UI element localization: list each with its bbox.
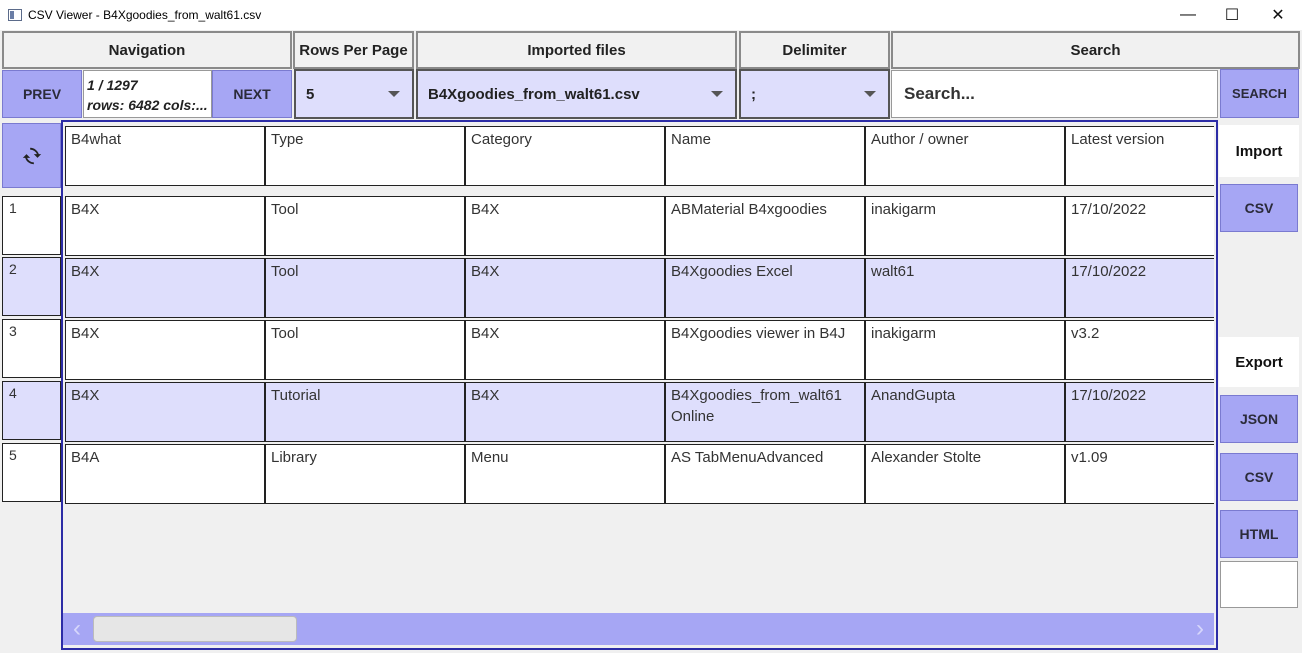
import-csv-button[interactable]: CSV <box>1220 184 1298 232</box>
table-cell[interactable]: B4Xgoodies viewer in B4J <box>665 320 865 380</box>
search-input[interactable] <box>891 70 1218 118</box>
table-cell[interactable]: Tool <box>265 258 465 318</box>
chevron-down-icon <box>388 91 400 97</box>
refresh-button[interactable] <box>2 123 61 188</box>
next-button[interactable]: NEXT <box>212 70 292 118</box>
column-header[interactable]: B4what <box>65 126 265 186</box>
table-cell[interactable]: B4X <box>65 320 265 380</box>
export-filename-input[interactable] <box>1220 561 1298 608</box>
minimize-button[interactable]: — <box>1180 6 1196 23</box>
table-cell[interactable]: ABMaterial B4xgoodies <box>665 196 865 256</box>
row-number: 4 <box>2 381 61 440</box>
row-number: 3 <box>2 319 61 378</box>
app-icon <box>8 9 22 21</box>
rows-cols-info: rows: 6482 cols:... <box>87 97 208 113</box>
rows-per-page-select[interactable] <box>294 69 414 119</box>
table-cell[interactable]: inakigarm <box>865 320 1065 380</box>
table-cell[interactable]: B4X <box>65 382 265 442</box>
navigation-header: Navigation <box>2 31 292 69</box>
table-cell[interactable]: B4Xgoodies_from_walt61 Online <box>665 382 865 442</box>
refresh-icon <box>21 145 43 167</box>
search-button[interactable]: SEARCH <box>1220 69 1299 118</box>
table-cell[interactable]: B4A <box>65 444 265 504</box>
table-cell[interactable]: walt61 <box>865 258 1065 318</box>
page-counter: 1 / 1297 <box>87 77 138 93</box>
table-cell[interactable]: Alexander Stolte <box>865 444 1065 504</box>
table-cell[interactable]: B4X <box>65 196 265 256</box>
table-cell[interactable]: Library <box>265 444 465 504</box>
scrollbar-thumb[interactable] <box>93 616 297 642</box>
table-cell[interactable]: inakigarm <box>865 196 1065 256</box>
rows-per-page-header: Rows Per Page <box>293 31 414 69</box>
table-cell[interactable]: B4X <box>465 382 665 442</box>
table-cell[interactable]: B4X <box>65 258 265 318</box>
table-cell[interactable]: B4Xgoodies Excel <box>665 258 865 318</box>
chevron-left-icon[interactable]: ‹ <box>73 615 81 642</box>
delimiter-header: Delimiter <box>739 31 890 69</box>
table-cell[interactable]: Tutorial <box>265 382 465 442</box>
table-cell[interactable]: 17/10/2022 <box>1065 196 1214 256</box>
table-cell[interactable]: Tool <box>265 196 465 256</box>
table-cell[interactable]: B4X <box>465 196 665 256</box>
maximize-button[interactable]: ☐ <box>1224 7 1240 24</box>
export-csv-button[interactable]: CSV <box>1220 453 1298 501</box>
table-cell[interactable]: B4X <box>465 258 665 318</box>
table-cell[interactable]: Tool <box>265 320 465 380</box>
table-cell[interactable]: AnandGupta <box>865 382 1065 442</box>
search-placeholder: Search... <box>904 84 975 103</box>
page-info <box>83 70 212 118</box>
column-header[interactable]: Latest version <box>1065 126 1214 186</box>
column-header[interactable]: Type <box>265 126 465 186</box>
import-label: Import <box>1219 125 1299 177</box>
table-cell[interactable]: 17/10/2022 <box>1065 258 1214 318</box>
table-cell[interactable]: v1.09 <box>1065 444 1214 504</box>
export-json-button[interactable]: JSON <box>1220 395 1298 443</box>
chevron-down-icon <box>864 91 876 97</box>
table-cell[interactable]: AS TabMenuAdvanced <box>665 444 865 504</box>
table-cell[interactable]: Menu <box>465 444 665 504</box>
column-header[interactable]: Author / owner <box>865 126 1065 186</box>
title-bar <box>0 0 1302 30</box>
imported-files-header: Imported files <box>416 31 737 69</box>
row-number: 5 <box>2 443 61 502</box>
row-number: 2 <box>2 257 61 316</box>
table-cell[interactable]: v3.2 <box>1065 320 1214 380</box>
rows-per-page-value: 5 <box>306 85 315 103</box>
chevron-right-icon[interactable]: › <box>1196 615 1204 642</box>
horizontal-scrollbar[interactable] <box>63 613 1214 645</box>
close-button[interactable]: ✕ <box>1271 7 1285 24</box>
delimiter-value: ; <box>751 85 756 103</box>
imported-files-select[interactable] <box>416 69 737 119</box>
export-label: Export <box>1219 337 1299 387</box>
table-cell[interactable]: B4X <box>465 320 665 380</box>
row-number: 1 <box>2 196 61 255</box>
delimiter-select[interactable] <box>739 69 890 119</box>
prev-button[interactable]: PREV <box>2 70 82 118</box>
chevron-down-icon <box>711 91 723 97</box>
search-header: Search <box>891 31 1300 69</box>
window-title: CSV Viewer - B4Xgoodies_from_walt61.csv <box>28 8 262 22</box>
table-cell[interactable]: 17/10/2022 <box>1065 382 1214 442</box>
column-header[interactable]: Name <box>665 126 865 186</box>
imported-file-value: B4Xgoodies_from_walt61.csv <box>428 85 640 103</box>
column-header[interactable]: Category <box>465 126 665 186</box>
export-html-button[interactable]: HTML <box>1220 510 1298 558</box>
